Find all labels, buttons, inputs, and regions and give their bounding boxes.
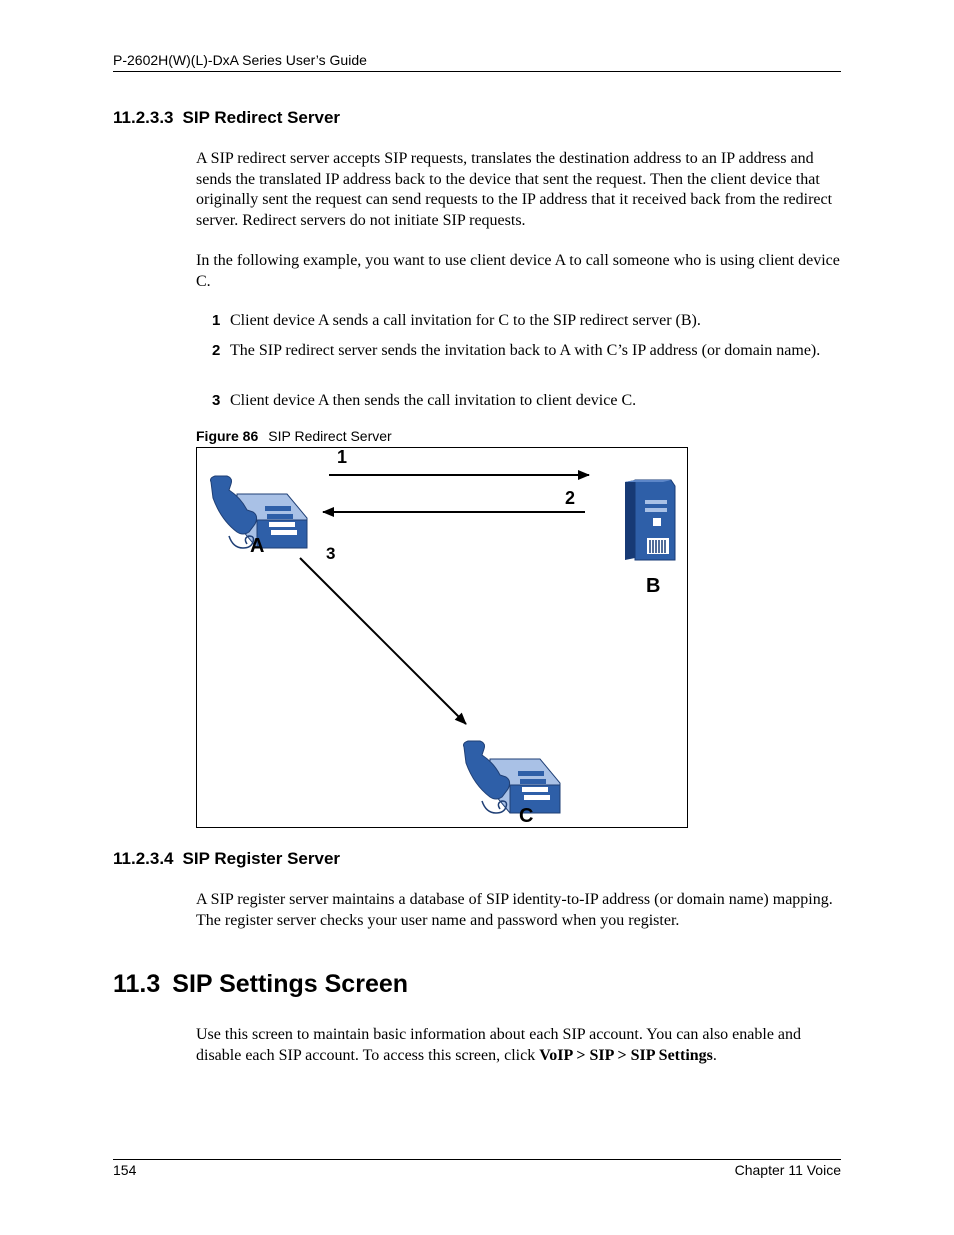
list-item xyxy=(212,311,842,332)
phone-c-icon xyxy=(464,741,561,813)
step-text: The SIP redirect server sends the invitation back to A with C’s IP address (or domain name). xyxy=(230,342,821,359)
chapter-section-heading xyxy=(113,970,408,999)
step-text: Client device A sends a call invitation for C to the SIP redirect server (B). xyxy=(230,312,701,329)
label-a: A xyxy=(250,535,265,557)
register-paragraph: A SIP register server maintains a database of SIP identity-to-IP address (or domain name) mapping. The register server checks your user name and password when you register. xyxy=(196,891,833,929)
step-number: 2 xyxy=(212,342,221,359)
running-header: P-2602H(W)(L)-DxA Series User’s Guide xyxy=(113,52,367,68)
settings-text: Use this screen to maintain basic information about each SIP account. You can also enable and disable each SIP account. To access this screen, click xyxy=(196,1026,802,1064)
settings-text-end: . xyxy=(712,1046,717,1064)
arrow-3-label: 3 xyxy=(326,544,336,563)
settings-paragraph xyxy=(196,1025,841,1066)
section-number: 11.2.3.3 xyxy=(113,108,174,127)
section-heading-register xyxy=(113,849,340,869)
arrow-1-label: 1 xyxy=(337,447,348,467)
header-rule xyxy=(113,71,841,72)
label-c: C xyxy=(519,805,534,827)
figure-diagram xyxy=(197,448,687,827)
section-title: SIP Register Server xyxy=(182,849,341,868)
list-item xyxy=(212,391,842,412)
footer-rule xyxy=(113,1159,841,1160)
section-number: 11.2.3.4 xyxy=(113,849,174,868)
list-item xyxy=(212,341,842,362)
section-number: 11.3 xyxy=(113,970,161,998)
section-title: SIP Redirect Server xyxy=(182,108,341,127)
figure-sip-redirect xyxy=(196,447,688,828)
step-number: 3 xyxy=(212,392,221,409)
server-b-icon xyxy=(625,480,675,560)
page-number: 154 xyxy=(113,1162,137,1178)
step-number: 1 xyxy=(212,312,221,329)
menu-path: VoIP > SIP > SIP Settings xyxy=(539,1046,713,1064)
redirect-paragraph-1: A SIP redirect server accepts SIP requests, translates the destination address to an IP address and sends the translated IP address back to the device that sent the request. Then the client device that originally sent the request can send requests to the IP address that it received back from the redirect server. Redirect servers do not initiate SIP requests. xyxy=(196,150,833,229)
figure-title: SIP Redirect Server xyxy=(268,428,392,444)
arrow-3 xyxy=(300,558,466,724)
section-heading-redirect xyxy=(113,108,340,128)
redirect-paragraph-2: In the following example, you want to use client device A to call someone who is using client device C. xyxy=(196,252,840,290)
arrow-2-label: 2 xyxy=(565,488,576,508)
figure-caption xyxy=(196,428,392,444)
label-b: B xyxy=(646,575,661,597)
section-title: SIP Settings Screen xyxy=(172,970,409,998)
figure-label: Figure 86 xyxy=(196,428,259,444)
chapter-footer: Chapter 11 Voice xyxy=(734,1162,841,1178)
step-text: Client device A then sends the call invitation to client device C. xyxy=(230,392,637,409)
